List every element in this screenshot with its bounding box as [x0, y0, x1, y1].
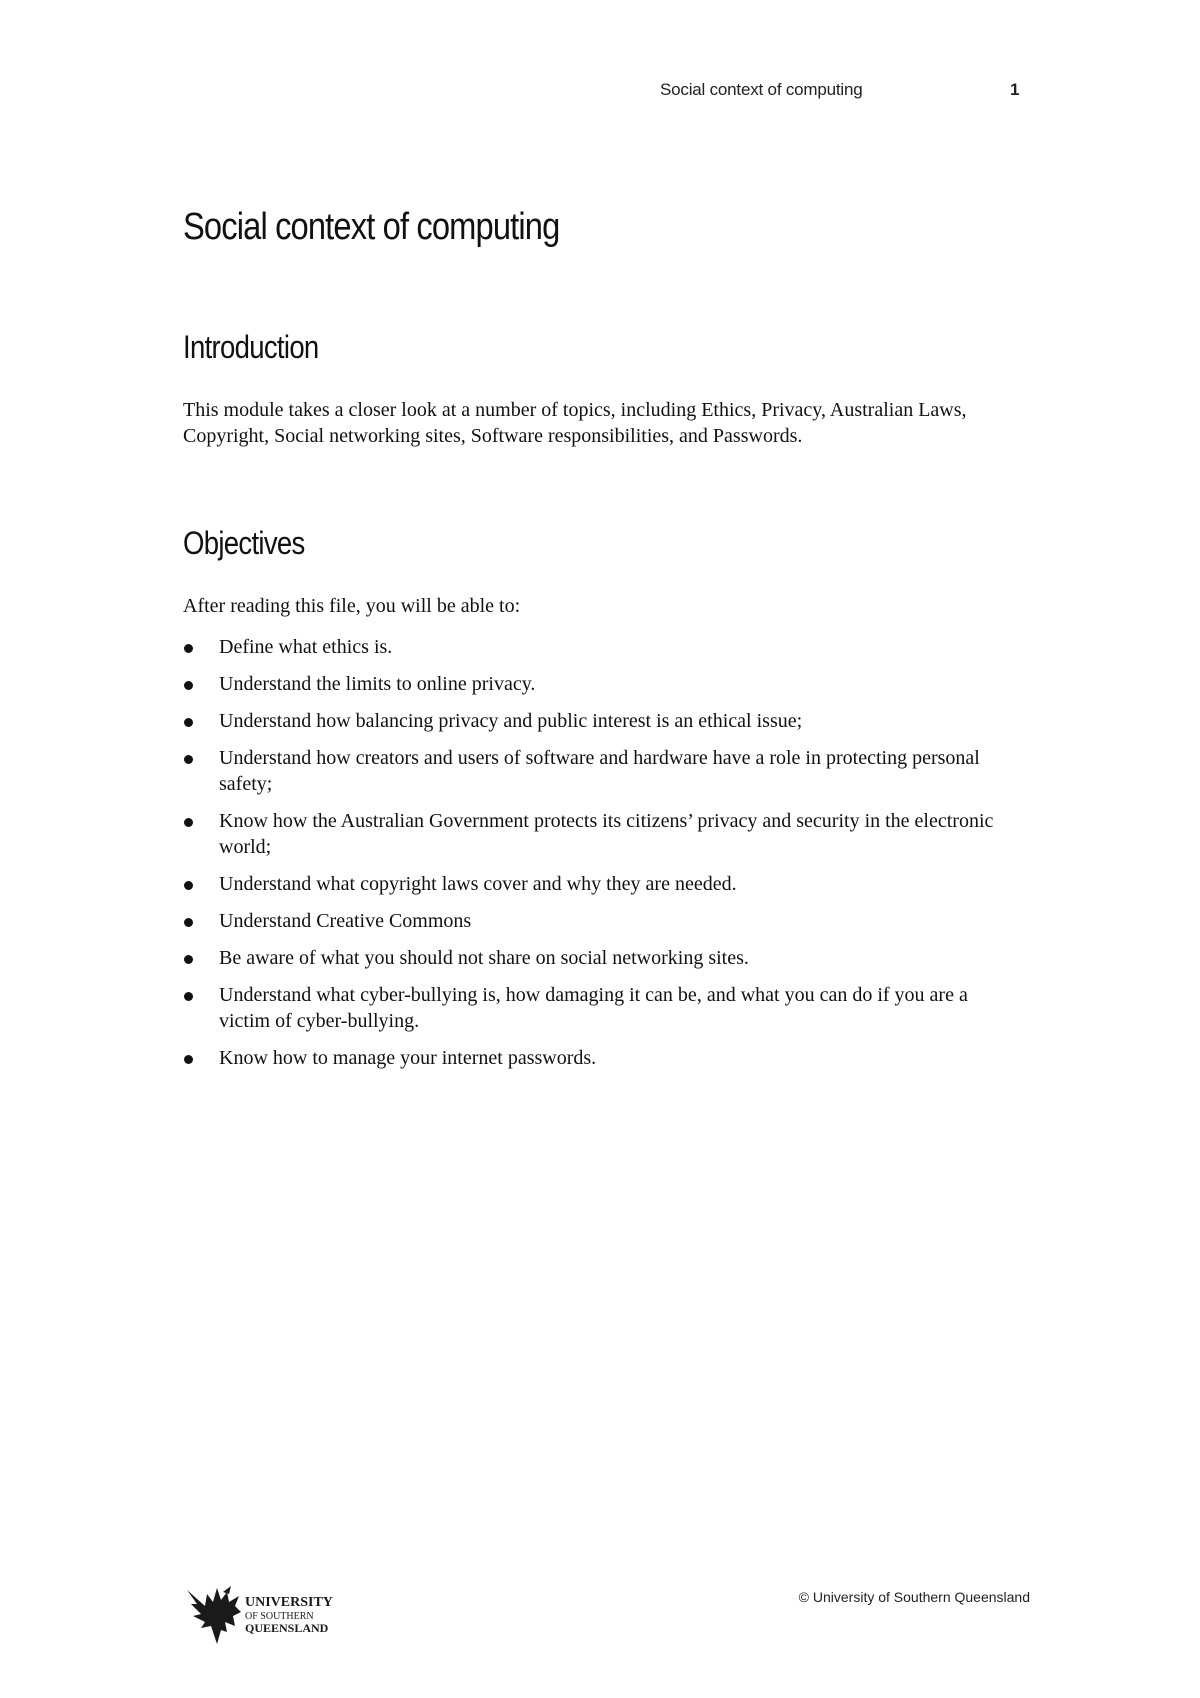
bullet-icon — [184, 718, 193, 727]
introduction-text: This module takes a closer look at a number of topics, including Ethics, Privacy, Australian Laws, Copyright, Social networking sites, Software responsibilities, and Passwords. — [183, 399, 967, 447]
bullet-icon — [184, 755, 193, 764]
bullet-icon — [184, 955, 193, 964]
list-item — [183, 634, 1023, 660]
list-item — [183, 871, 1023, 897]
list-item — [183, 1045, 1023, 1071]
bullet-icon — [184, 881, 193, 890]
bullet-icon — [184, 918, 193, 927]
logo-line-3: QUEENSLAND — [245, 1621, 329, 1635]
list-item-text: Understand how balancing privacy and public interest is an ethical issue; — [219, 710, 803, 732]
bullet-icon — [184, 644, 193, 653]
objectives-list — [183, 634, 1023, 1082]
bullet-icon — [184, 992, 193, 1001]
list-item — [183, 908, 1023, 934]
bullet-icon — [184, 1055, 193, 1064]
list-item-text: Define what ethics is. — [219, 636, 393, 658]
list-item-text: Understand what cyber-bullying is, how damaging it can be, and what you can do if you are a victim of cyber-bullying. — [219, 984, 968, 1032]
list-item — [183, 945, 1023, 971]
logo-line-2: OF SOUTHERN — [245, 1611, 314, 1622]
university-logo — [183, 1582, 343, 1652]
list-item-text: Be aware of what you should not share on social networking sites. — [219, 947, 749, 969]
list-item — [183, 671, 1023, 697]
introduction-heading: Introduction — [183, 329, 319, 365]
list-item — [183, 982, 1023, 1034]
document-title: Social context of computing — [183, 206, 560, 248]
list-item-text: Understand Creative Commons — [219, 910, 472, 932]
list-item — [183, 708, 1023, 734]
list-item-text: Know how to manage your internet passwords. — [219, 1047, 597, 1069]
bullet-icon — [184, 818, 193, 827]
page-number: 1 — [1010, 80, 1020, 99]
running-header-title: Social context of computing — [660, 80, 863, 99]
list-item — [183, 808, 1023, 860]
list-item — [183, 745, 1023, 797]
copyright-notice: © University of Southern Queensland — [798, 1589, 1030, 1605]
list-item-text: Understand what copyright laws cover and why they are needed. — [219, 873, 737, 895]
logo-line-1: UNIVERSITY — [245, 1595, 333, 1610]
list-item-text: Understand how creators and users of software and hardware have a role in protecting personal safety; — [219, 747, 980, 795]
list-item-text: Know how the Australian Government protects its citizens’ privacy and security in the electronic world; — [219, 810, 994, 858]
bullet-icon — [184, 681, 193, 690]
bird-crest-icon — [187, 1586, 241, 1644]
objectives-lead: After reading this file, you will be able to: — [183, 595, 521, 617]
list-item-text: Understand the limits to online privacy. — [219, 673, 536, 695]
objectives-heading: Objectives — [183, 525, 305, 561]
